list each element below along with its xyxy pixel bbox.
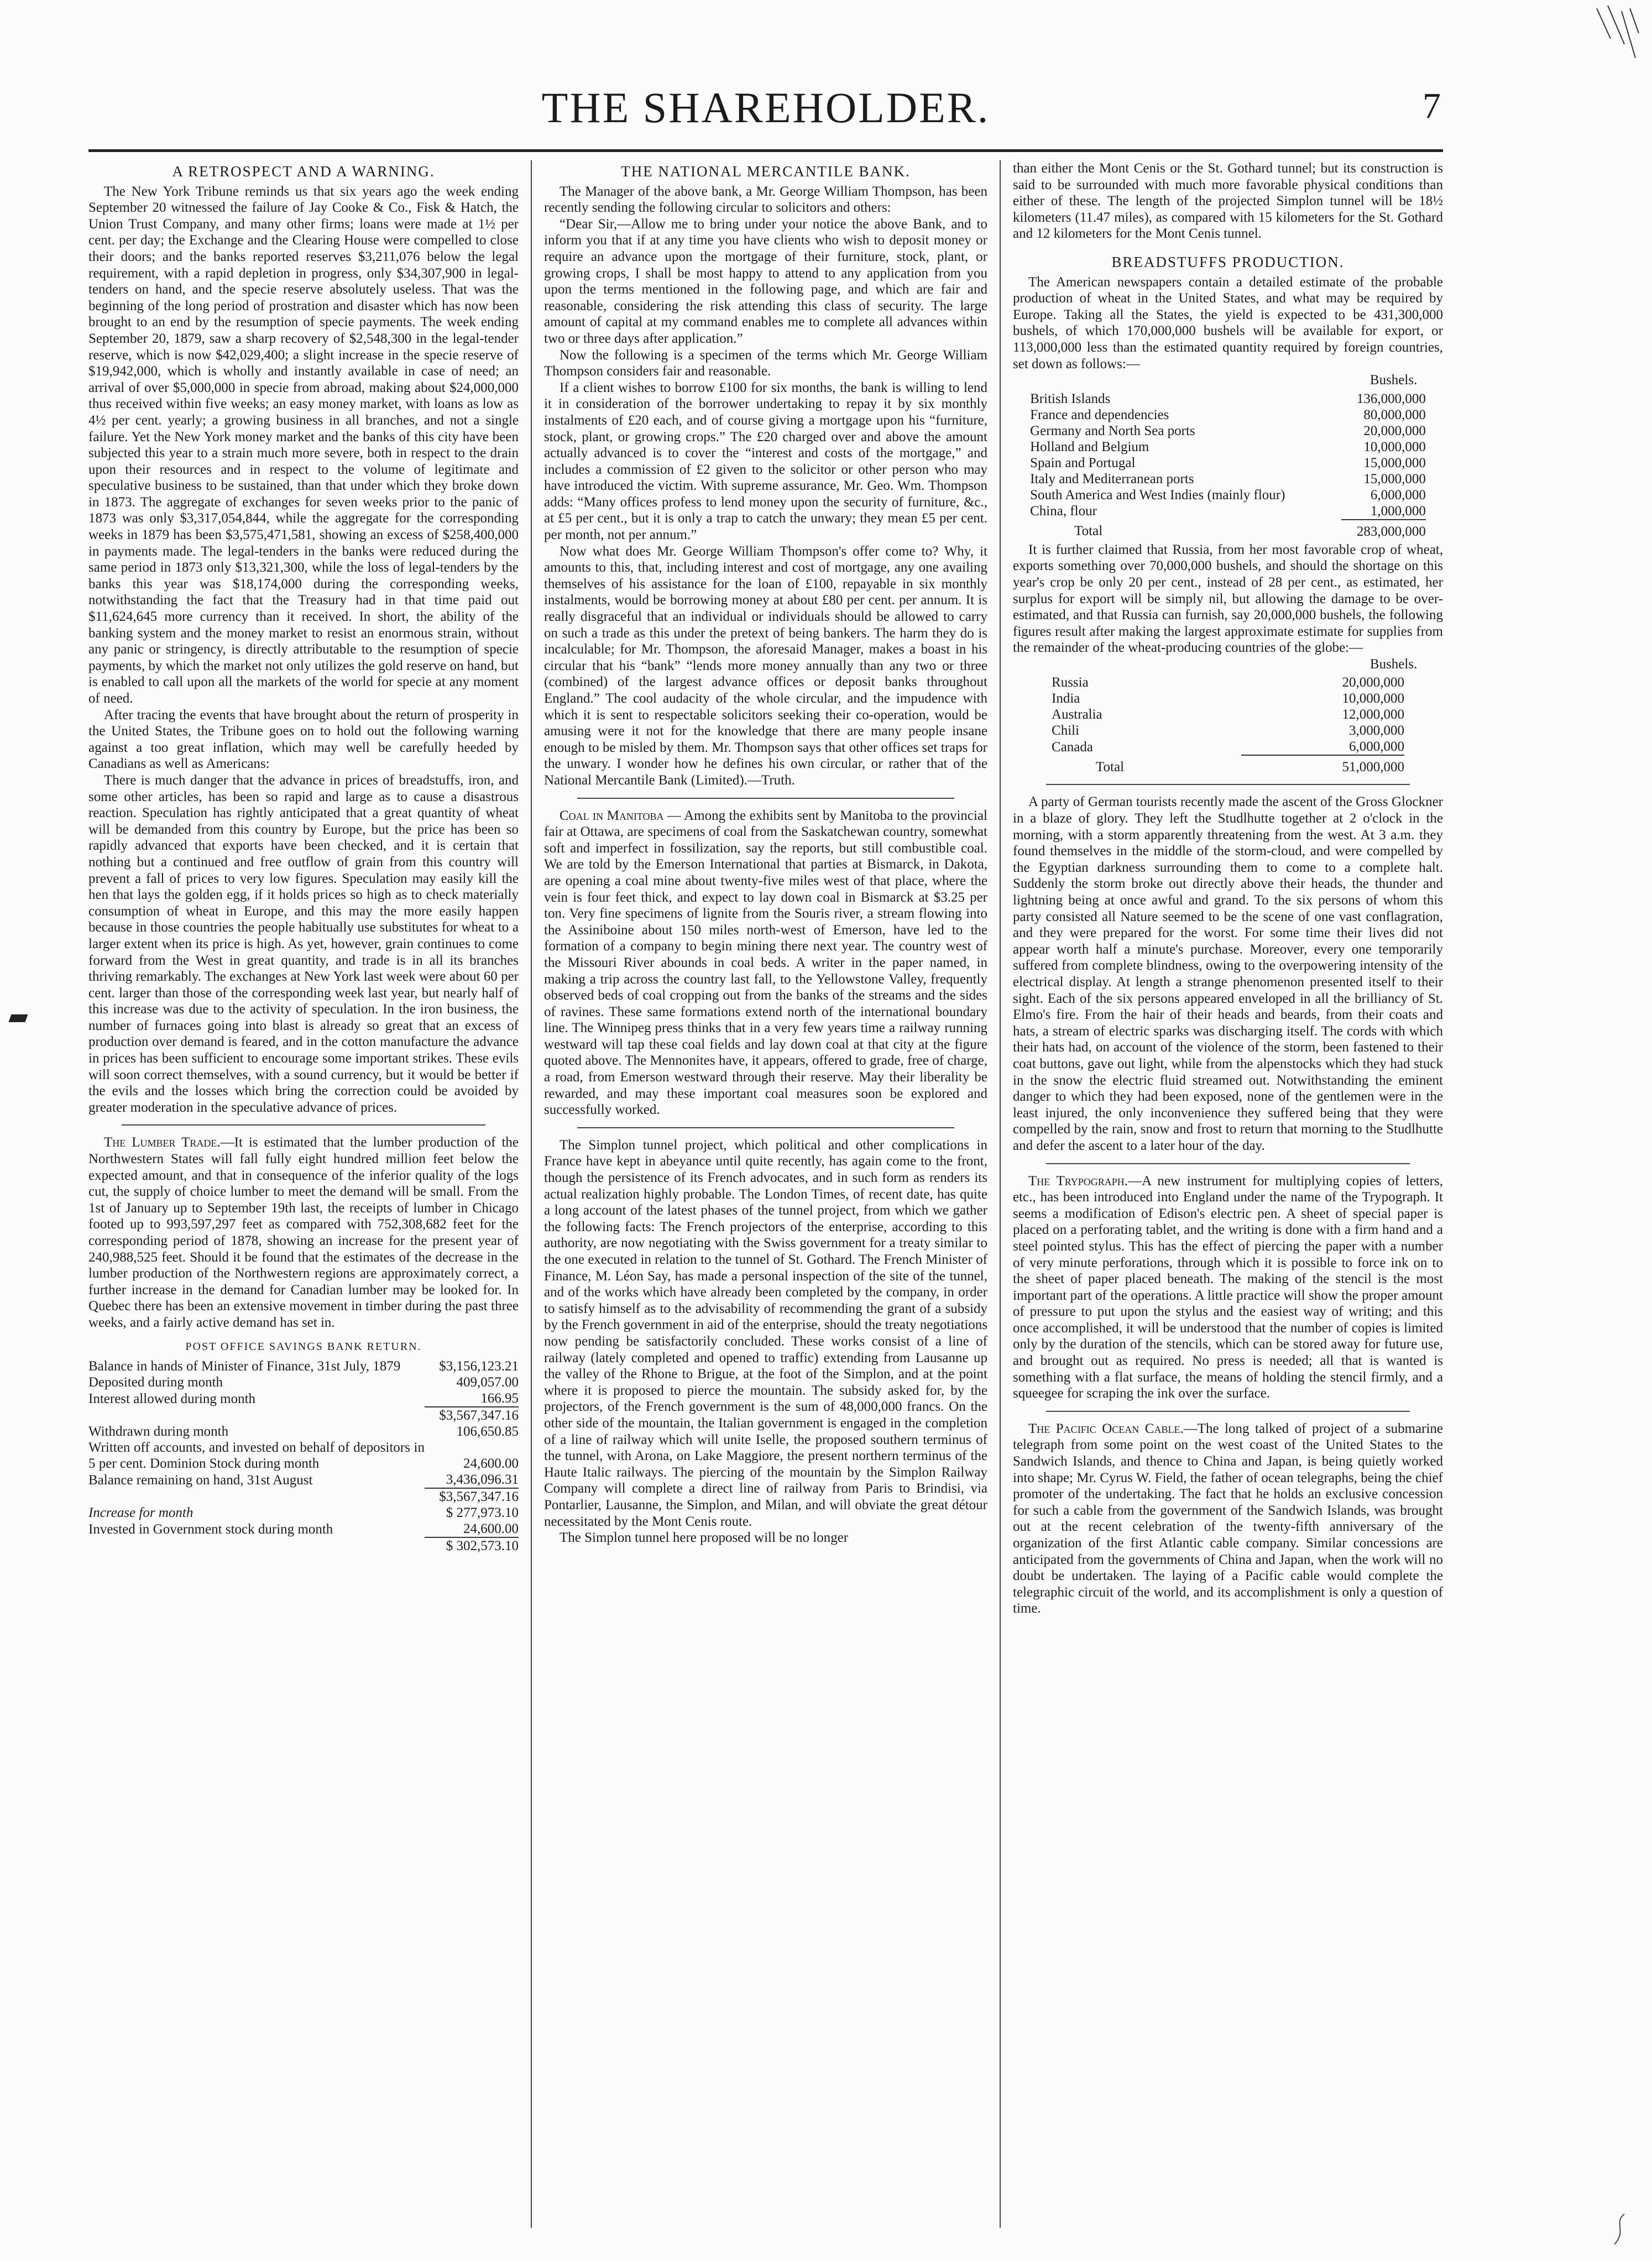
row-label: Balance remaining on hand, 31st August	[88, 1473, 313, 1488]
row-amount: 3,000,000	[1348, 723, 1404, 739]
row-amount: 136,000,000	[1356, 391, 1426, 406]
wheat-supply-table	[1052, 674, 1404, 775]
coal-paragraph	[544, 808, 987, 1118]
row-amount: 409,057.00	[456, 1375, 519, 1390]
table-row	[1030, 487, 1426, 503]
divider	[1046, 784, 1410, 785]
corner-scribble-bottom	[1608, 2211, 1630, 2250]
savings-return-table	[88, 1358, 519, 1554]
row-label: Withdrawn during month	[88, 1424, 229, 1440]
bank-paragraph: Now the following is a specimen of the terms which Mr. George William Thompson considers fair and reasonable.	[544, 347, 987, 379]
row-amount: 15,000,000	[1363, 471, 1426, 486]
row-label: China, flour	[1030, 504, 1097, 519]
row-amount: $3,567,347.16	[425, 1488, 519, 1505]
row-label: Total	[1096, 759, 1125, 774]
cable-paragraph	[1013, 1421, 1443, 1617]
row-label: Interest allowed during month	[88, 1391, 256, 1407]
divider	[577, 798, 954, 799]
trypograph-paragraph	[1013, 1173, 1443, 1402]
simplon-paragraph: The Simplon tunnel here proposed will be no longer	[560, 1530, 849, 1546]
retrospect-paragraph: There is much danger that the advance in prices of breadstuffs, iron, and some other articles, has been so rapid and large as to cause a disastrous reaction. Speculation has rightly anticipated that a great quantity of wheat will be demanded from this country by Europe, but the price has been so rapidly advanced that exports have been checked, and it is certain that nothing but a continued and free outflow of grain from this country will prevent a fall of prices to very low figures. Speculation may easily kill the hen that lays the golden egg, if it holds prices so high as to check materially consumption of wheat in Europe, and this may the more easily happen because in those countries the people habitually use substitutes for wheat to a larger extent when its price is high. As yet, however, grain continues to come forward from the West in great quantity, and trade is in all its branches thriving remarkably. The exchanges at New York last week were about 60 per cent. larger than those of the corresponding week last year, but nearly half of this increase was due to the activity of speculation. In the iron business, the number of furnaces going into blast is already so great that an excess of production over demand is feared, and in the cotton manufacture the advance in prices has been sufficient to encourage some important strikes. These evils will soon correct themselves, with a sound currency, but it would be better if the evils and the losses which bring the correction could be avoided by greater moderation in the speculative advance of prices.	[88, 772, 519, 1115]
corner-scribble	[1591, 6, 1641, 66]
table-row	[1030, 439, 1426, 455]
row-label: Total	[1074, 524, 1103, 539]
table-unit: Bushels.	[1369, 373, 1418, 388]
bank-paragraph: If a client wishes to borrow £100 for six months, the bank is willing to lend it in consideration of the borrower undertaking to repay it by six monthly instalments of £20 each, and of course giving a mortgage upon his “furniture, stock, plant, or growing crops.” The £20 charged over and above the amount actually advanced is to cover the “interest and costs of the mortgage,” and includes a commission of £2 given to the solicitor or other person who may have introduced the victim. With supreme assurance, Mr. Geo. Wm. Thompson adds: “Many offices profess to lend money upon the security of furniture, &c., at £5 per cent., but it is only a trap to catch the unwary; they mean £5 per cent. per month, not per annum.”	[544, 380, 987, 543]
row-amount: 20,000,000	[1342, 675, 1404, 690]
table-row	[1052, 739, 1404, 755]
savings-return-title: POST OFFICE SAVINGS BANK RETURN.	[185, 1340, 422, 1353]
row-label: Chili	[1052, 723, 1080, 739]
trypograph-text: —A new instrument for multiplying copies of letters, etc., has been introduced into England under the name of the Trypograph. It seems a modification of Edison's electric pen. A sheet of special paper is placed on a perforating tablet, and the writing is done with a firm hand and a steel pointed stylus. This has the effect of piercing the paper with a number of very minute perforations, through which it is possible to force ink on to the sheet of paper placed beneath. The making of the stencil is the most important part of the operations. A little practice will show the proper amount of pressure to put upon the stylus and the easiest way of writing; and this once accomplished, it will be understood that the number of copies is limited only by the duration of the stencils, which can be stored away for future use, and brought out as required. No press is needed; all that is wanted is something with a flat surface, the means of holding the stencil firmly, and a squeegee for scraping the ink over the surface.	[1013, 1173, 1443, 1401]
row-amount: 15,000,000	[1363, 455, 1426, 470]
retrospect-paragraph: After tracing the events that have brought about the return of prosperity in the United States, the Tribune goes on to hold out the following warning against a too great inflation, which may well be carefully heeded by Canadians as well as Americans:	[88, 707, 519, 772]
page-number: 7	[1423, 86, 1441, 126]
bank-paragraph: “Dear Sir,—Allow me to bring under your notice the above Bank, and to inform you that if at any time you have clients who wish to deposit money or require an advance upon the mortgage of their furniture, stock, plant, or growing crops, I shall be most happy to attend to any application from you upon the terms mentioned in the following page, and which are fair and reasonable, considering the risk attending this class of security. The large amount of capital at my command enables me to complete all advances within two or three days after application.”	[544, 216, 987, 346]
row-label: Written off accounts, and invested on behalf of depositors in 5 per cent. Dominion Stock during month	[88, 1440, 425, 1472]
row-label: British Islands	[1030, 391, 1111, 406]
trypograph-lead: The Trypograph.	[1028, 1173, 1128, 1189]
table-row-total	[1030, 520, 1426, 540]
row-amount: 24,600.00	[463, 1521, 519, 1537]
row-amount: 10,000,000	[1342, 691, 1404, 706]
row-amount: $3,567,347.16	[425, 1407, 519, 1423]
breadstuffs-paragraph: It is further claimed that Russia, from her most favorable crop of wheat, exports something over 70,000,000 bushels, and should the shortage on this year's crop be only 20 per cent., instead of 28 per cent., as estimated, her surplus for export will be simply nil, but allowing the damage to be over-estimated, and that Russia can furnish, say 20,000,000 bushels, the following figures result after making the largest approximate estimate for supplies from the remainder of the wheat-producing countries of the globe:—	[1013, 542, 1443, 656]
table-row	[88, 1521, 519, 1537]
table-row	[1030, 471, 1426, 487]
table-row-total	[88, 1488, 519, 1505]
cable-lead: The Pacific Ocean Cable.	[1028, 1421, 1184, 1436]
table-row	[1030, 503, 1426, 520]
row-amount: $3,156,123.21	[439, 1359, 519, 1374]
table-unit: Bushels.	[1369, 656, 1418, 672]
article-heading-breadstuffs: BREADSTUFFS PRODUCTION.	[1111, 253, 1345, 270]
column-3	[1001, 160, 1443, 2228]
table-row-total	[88, 1537, 519, 1554]
row-amount: 24,600.00	[463, 1456, 519, 1472]
masthead	[88, 83, 1443, 152]
row-label: India	[1052, 691, 1080, 706]
table-row	[1052, 706, 1404, 723]
bank-paragraph: Now what does Mr. George William Thompson's offer come to? Why, it amounts to this, that, including interest and cost of mortgage, any one availing themselves of his assistance for the loan of £100, repayable in six monthly instalments, would be borrowing money at about £80 per cent. per annum. It is really disgraceful that an individual or individuals should be allowed to carry on such a trade as this under the pretext of being bankers. The harm they do is incalculable; for Mr. Thompson, the aforesaid Manager, makes a boast in his circular that his “bank” “lends more money annually than any two or three (combined) of the largest advance offices or deposit banks throughout England.” The cool audacity of the whole circular, and the impudence with which it is sent to respectable solicitors seeking their co-operation, would be amusing were it not for the knowledge that there are many people insane enough to be misled by them. Mr. Thompson says that other offices set traps for the unwary. I wonder how he defines his own circular, or rather that of the National Mercantile Bank (Limited).—Truth.	[544, 543, 987, 788]
tourists-paragraph: A party of German tourists recently made the ascent of the Gross Glockner in a blaze of glory. They left the Studlhutte together at 2 o'clock in the morning, with a storm apparently threatening from the west. At 3 a.m. they found themselves in the middle of the storm-cloud, and were compelled by the Egyptian darkness surrounding them to come to a complete halt. Suddenly the storm broke out directly above their heads, the thunder and lightning being at once awful and grand. To the six persons of whom this party consisted all Nature seemed to be the scene of one vast conflagration, and they were prepared for the worst. For some time their lives did not appear worth half a minute's purchase. Moreover, every one temporarily suffered from complete blindness, owing to the overpowering intensity of the electrical display. At length a strange phenomenon presented itself to their sight. Each of the six persons appeared enveloped in all the brilliancy of St. Elmo's fire. From the hair of their heads and beards, from their coats and hats, a stream of electric sparks was discharging itself. The cords with which their hats had, on account of the violence of the storm, been fastened to their coat buttons, gave out light, while from the alpenstocks which they had stuck in the snow the electric fluid streamed out. Notwithstanding the eminent danger to which they had been exposed, none of the gentlemen were in the least injured, the only inconvenience they suffered being that they were compelled by the rain, snow and frost to return that morning to the Studlhutte and defer the ascent to a later hour of the day.	[1013, 794, 1443, 1153]
breadstuffs-intro: The American newspapers contain a detailed estimate of the probable production of wheat in the United States, and what may be required by Europe. Taking all the States, the yield is expected to be 431,300,000 bushels, of which 170,000,000 bushels will be available for export, or 113,000,000 less than the estimated quantity required by foreign countries, set down as follows:—	[1013, 274, 1443, 371]
divider	[577, 1127, 954, 1128]
table-row	[88, 1358, 519, 1374]
table-row-total	[1052, 755, 1404, 775]
row-amount: 3,436,096.31	[446, 1472, 519, 1488]
wheat-requirements-table	[1030, 391, 1426, 540]
row-amount: 166.95	[480, 1391, 519, 1406]
bank-paragraph: The Manager of the above bank, a Mr. George William Thompson, has been recently sending the following circular to solicitors and others:	[544, 184, 987, 216]
row-label: Spain and Portugal	[1030, 455, 1136, 470]
row-label: Invested in Government stock during month	[88, 1522, 333, 1537]
table-row	[1030, 407, 1426, 423]
table-row	[88, 1374, 519, 1390]
table-row	[1052, 690, 1404, 706]
divider	[1046, 1411, 1410, 1412]
table-row	[1052, 723, 1404, 739]
article-heading-bank: THE NATIONAL MERCANTILE BANK.	[621, 163, 911, 180]
row-amount: 10,000,000	[1363, 439, 1426, 454]
coal-text: — Among the exhibits sent by Manitoba to the provincial fair at Ottawa, are specimens of coal from the Saskatchewan country, somewhat soft and imperfect in fossilization, say the reports, but still combustible coal. We are told by the Emerson International that parties at Bismarck, in Dakota, are opening a coal mine about twenty-five miles west of that place, where the vein is four feet thick, and expect to lay down coal in Bismarck at $3.25 per ton. Very fine specimens of lignite from the Souris river, a stream flowing into the Assiniboine about 150 miles north-west of Emerson, have led to the formation of a company to begin mining there next year. The country west of the Missouri River abounds in coal beds. A writer in the paper named, in making a trip across the country last fall, to the Yellowstone Valley, frequently observed beds of coal cropping out from the banks of the streams and the sides of ravines. These same formations extend north of the international boundary line. The Winnipeg press thinks that in a very few years time a railway running westward will tap these coal fields and lay down coal at that city at the figure quoted above. The Mennonites have, it appears, offered to grade, free of charge, a road, from Emerson westward through their reserve. May their liberality be rewarded, and may these important coal measures soon be explored and successfully worked.	[544, 808, 987, 1118]
table-row	[1030, 423, 1426, 439]
coal-lead: Coal in Manitoba	[560, 808, 664, 823]
table-row-total	[88, 1407, 519, 1423]
row-amount: 20,000,000	[1363, 423, 1426, 438]
row-amount: 106,650.85	[456, 1424, 519, 1440]
divider	[122, 1124, 485, 1126]
row-amount: 6,000,000	[1370, 487, 1426, 503]
table-row	[1052, 674, 1404, 690]
columns	[88, 160, 1443, 2228]
row-label: Holland and Belgium	[1030, 439, 1149, 454]
lumber-paragraph	[88, 1134, 519, 1331]
lumber-text: —It is estimated that the lumber production of the Northwestern States will fall fully eight hundred million feet below the expected amount, and that in consequence of the inferior quality of the logs cut, the supply of choice lumber to meet the demand will be small. From the 1st of January up to September 19th last, the receipts of lumber in Chicago footed up to 993,597,297 feet as compared with 752,308,682 feet for the corresponding period of 1878, showing an increase for the present year of 240,988,525 feet. Should it be found that the estimates of the decrease in the lumber production of the Northwestern regions are approximately correct, a further increase in the demand for Canadian lumber may be looked for. In Quebec there has been an extensive movement in timber during the past three weeks, and a fairly active demand has set in.	[88, 1135, 519, 1330]
row-label: Russia	[1052, 675, 1089, 690]
row-label: France and dependencies	[1030, 407, 1169, 422]
row-label: Germany and North Sea ports	[1030, 423, 1195, 438]
row-amount: $ 302,573.10	[425, 1537, 519, 1554]
table-row	[88, 1390, 519, 1407]
table-row	[88, 1505, 519, 1521]
margin-mark	[8, 1014, 28, 1022]
table-row	[88, 1423, 519, 1440]
row-amount: 12,000,000	[1342, 707, 1404, 723]
row-label: Deposited during month	[88, 1375, 223, 1390]
row-label: Italy and Mediterranean ports	[1030, 471, 1194, 486]
lumber-lead: The Lumber Trade.	[104, 1135, 221, 1150]
column-2	[531, 160, 1001, 2228]
table-row	[88, 1472, 519, 1488]
row-amount: 1,000,000	[1370, 503, 1426, 519]
table-row	[1030, 391, 1426, 407]
row-label: Increase for month	[88, 1505, 194, 1521]
simplon-paragraph: The Simplon tunnel project, which political and other complications in France have kept in abeyance until quite recently, has again come to the front, though the persistence of its French advocates, and in such form as renders its actual realization highly probable. The London Times, of recent date, has quite a long account of the latest phases of the tunnel project, from which we gather the following facts: The French projectors of the enterprise, according to this authority, are now negotiating with the Swiss government for a treaty similar to the one executed in relation to the tunnel of St. Gothard. The French Minister of Finance, M. Léon Say, has made a personal inspection of the site of the tunnel, and of the works which have already been completed by the company, in order to satisfy himself as to the advisability of recommending the grant of a subsidy by the French government in aid of the enterprise, should the treaty negotiations now pending be satisfactorily concluded. These works consist of a line of railway (lately completed and opened to traffic) extending from Lausanne up the valley of the Rhone to Brigue, at the foot of the Simplon, and at the point where it is proposed to pierce the mountain. The subsidy asked for, by the projectors, of the French government is the sum of 48,000,000 francs. On the other side of the mountain, the Italian government is engaged in the completion of a line of railway which will unite Iselle, the proposed southern terminus of the tunnel, with Arona, on Lake Maggiore, the present northern terminus of the Haute Italic railways. The piercing of the mountain by the Simplon Railway Company will complete a direct line of railway from Paris to Brindisi, via Pontarlier, Lausanne, the Simplon, and Milan, and will obviate the great détour necessitated by the Mont Cenis route.	[544, 1137, 987, 1529]
row-label: Australia	[1052, 707, 1102, 723]
row-amount: 6,000,000	[1348, 739, 1404, 755]
row-amount: 51,000,000	[1241, 755, 1404, 775]
newspaper-title: THE SHAREHOLDER.	[541, 83, 990, 132]
newspaper-page	[88, 83, 1443, 2239]
retrospect-paragraph: The New York Tribune reminds us that six years ago the week ending September 20 witnessed the failure of Jay Cooke & Co., Fisk & Hatch, the Union Trust Company, and many other firms; loans were made at 1½ per cent. per day; the Exchange and the Clearing House were compelled to close their doors; and the banks reported reserves $3,211,076 below the legal requirement, with a rapid depletion in progress, only $34,307,900 in legal-tenders on hand, and the specie reserve absolutely useless. That was the beginning of the long period of prostration and disaster which has now been brought to an end by the resumption of specie payments. The week ending September 20, 1879, saw a sharp recovery of $2,548,300 in the legal-tender reserve, which is now $42,029,400; a slight increase in the specie reserve of $19,942,000, which is wholly and instantly available in case of need; an arrival of over $5,000,000 in specie from abroad, making about $24,000,000 thus received within five weeks; an easy money market, with loans as low as 4½ per cent. yearly; a growing business in all branches, and not a single failure. Yet the New York money market and the banks of this city have been subjected this year to a strain much more severe, both in respect to the drain upon their resources and in respect to the volume of legitimate and speculative business to be sustained, than that under which they broke down in 1873. The aggregate of exchanges for seven weeks prior to the panic of 1873 was only $3,317,054,844, while the aggregate for the corresponding weeks in 1879 has been $3,575,471,581, showing an excess of $258,400,000 in payments made. The legal-tenders in the banks were reduced during the same period in 1873 only $13,321,300, while the loss of legal-tenders by the banks this year was $18,174,000 during the corresponding weeks, notwithstanding the fact that the Treasury had in that time paid out $11,624,645 more currency than it received. In short, the ability of the banking system and the money market to resist an enormous strain, without any panic or stringency, is directly attributable to the resumption of specie payments, by which the market not only utilizes the gold reserve on hand, but is enabled to call upon all the markets of the world for specie at any moment of need.	[88, 184, 519, 706]
row-label: South America and West Indies (mainly flour)	[1030, 487, 1285, 503]
row-amount: 80,000,000	[1363, 407, 1426, 422]
table-row	[88, 1440, 519, 1472]
article-heading-retrospect: A RETROSPECT AND A WARNING.	[172, 163, 435, 180]
table-row	[1030, 455, 1426, 471]
simplon-continued: than either the Mont Cenis or the St. Gothard tunnel; but its construction is said to be surrounded with much more favorable physical conditions than either of these. The length of the projected Simplon tunnel will be 18½ kilometers (11.47 miles), as compared with 15 kilometers for the St. Gothard and 12 kilometers for the Mont Cenis tunnel.	[1013, 161, 1443, 242]
divider	[1046, 1163, 1410, 1164]
cable-text: —The long talked of project of a submarine telegraph from some point on the west coast of the United States to the Sandwich Islands, and thence to China and Japan, is being quietly worked into shape; Mr. Cyrus W. Field, the father of ocean telegraphs, being the chief promoter of the undertaking. The fact that he holds an exclusive concession for such a cable from the government of the Sandwich Islands, was brought out at the recent celebration of the twenty-fifth anniversary of the organization of the first Atlantic cable company. Similar concessions are anticipated from the governments of China and Japan, when the work will no doubt be undertaken. The laying of a Pacific cable would complete the telegraphic circuit of the world, and its accomplishment is only a question of time.	[1013, 1421, 1443, 1616]
row-amount: 283,000,000	[1341, 520, 1426, 540]
row-label: Canada	[1052, 739, 1093, 755]
row-label: Balance in hands of Minister of Finance, 31st July, 1879	[88, 1359, 401, 1374]
column-1	[88, 160, 531, 2228]
row-amount: $ 277,973.10	[446, 1505, 519, 1521]
